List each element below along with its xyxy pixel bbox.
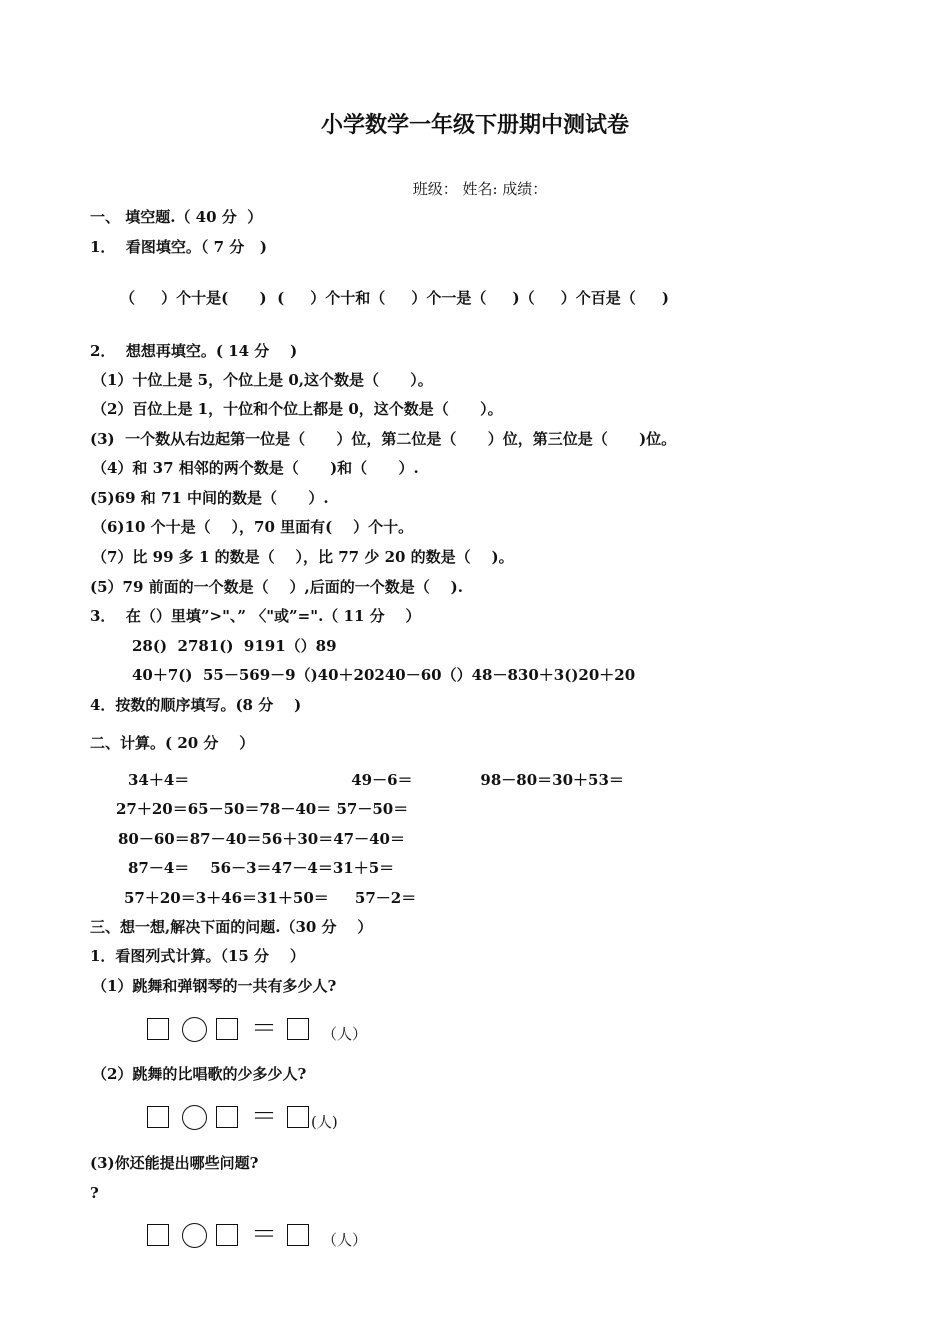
question-3-row-1: 28() 2781() 9191（）89 bbox=[132, 637, 337, 655]
section-3-heading: 三、想一想,解决下面的问题.（30 分 ） bbox=[90, 918, 373, 936]
equals-sign: ＝ bbox=[251, 1102, 278, 1132]
problem-1-part-1: （1）跳舞和弹钢琴的一共有多少人? bbox=[92, 977, 337, 995]
result-box[interactable] bbox=[287, 1018, 309, 1040]
student-info-line: 班级： 姓名: 成绩： bbox=[412, 180, 548, 198]
equation-template-3 bbox=[147, 1220, 367, 1250]
unit-label: (人) bbox=[311, 1113, 338, 1131]
equals-sign: ＝ bbox=[251, 1220, 278, 1250]
result-box[interactable] bbox=[287, 1106, 309, 1128]
question-2-heading: 2． 想想再填空。( 14 分 ) bbox=[90, 342, 298, 360]
section-1-heading: 一、 填空题.（ 40 分 ） bbox=[90, 208, 263, 226]
answer-box[interactable] bbox=[216, 1018, 238, 1040]
question-2-item-1: （1）十位上是 5，个位上是 0,这个数是（ ）。 bbox=[92, 371, 433, 389]
equation-template-1 bbox=[147, 1014, 367, 1044]
operator-circle[interactable] bbox=[182, 1105, 207, 1130]
problem-1-heading: 1．看图列式计算。（15 分 ） bbox=[90, 947, 305, 965]
answer-box[interactable] bbox=[216, 1106, 238, 1128]
question-3-row-2: 40＋7() 55－569－9（)40＋20240－60（）48－830＋3()20＋20 bbox=[132, 666, 636, 684]
unit-label: （人） bbox=[322, 1231, 368, 1249]
operator-circle[interactable] bbox=[182, 1017, 207, 1042]
problem-1-part-3: (3)你还能提出哪些问题? bbox=[90, 1154, 259, 1172]
question-2-item-7: （7）比 99 多 1 的数是（ ），比 77 少 20 的数是（ )。 bbox=[92, 548, 514, 566]
operator-circle[interactable] bbox=[182, 1223, 207, 1248]
calc-row-4: 87－4＝ 56－3＝47－4＝31＋5＝ bbox=[128, 859, 395, 877]
question-3-heading: 3． 在（）里填”>"、” 〈"或”=".（ 11 分 ） bbox=[90, 607, 421, 625]
question-2-item-3: (3) 一个数从右边起第一位是（ ）位，第二位是（ ）位，第三位是（ )位。 bbox=[90, 430, 677, 448]
answer-box[interactable] bbox=[147, 1106, 169, 1128]
question-2-item-5: (5)69 和 71 中间的数是（ ）. bbox=[90, 489, 329, 507]
section-2-heading: 二、计算。( 20 分 ） bbox=[90, 734, 255, 752]
question-2-item-6: （6)10 个十是（ ），70 里面有( ）个十。 bbox=[92, 518, 414, 536]
answer-box[interactable] bbox=[147, 1224, 169, 1246]
question-2-item-4: （4）和 37 相邻的两个数是（ )和（ ）. bbox=[92, 459, 419, 477]
calc-row-3: 80－60＝87－40＝56＋30＝47－40＝ bbox=[118, 830, 405, 848]
answer-box[interactable] bbox=[147, 1018, 169, 1040]
answer-box[interactable] bbox=[216, 1224, 238, 1246]
calc-row-5: 57＋20＝3＋46＝31＋50＝ 57－2＝ bbox=[124, 889, 417, 907]
page-title: 小学数学一年级下册期中测试卷 bbox=[320, 112, 629, 138]
problem-1-part-2: （2）跳舞的比唱歌的少多少人? bbox=[92, 1065, 307, 1083]
result-box[interactable] bbox=[287, 1224, 309, 1246]
question-mark-line: ? bbox=[90, 1184, 99, 1202]
question-1-heading: 1． 看图填空。（ 7 分 ) bbox=[90, 238, 268, 256]
question-2-item-8: (5）79 前面的一个数是（ ）,后面的一个数是（ ). bbox=[90, 578, 463, 596]
equation-template-2 bbox=[147, 1102, 338, 1132]
calc-row-2: 27＋20＝65－50＝78－40＝ 57－50＝ bbox=[116, 800, 409, 818]
question-2-item-2: （2）百位上是 1，十位和个位上都是 0，这个数是（ ）。 bbox=[92, 400, 503, 418]
question-1-blanks: （ ）个十是( ) ( ）个十和（ ）个一是（ )（ ）个百是（ ) bbox=[120, 289, 669, 307]
question-4-heading: 4．按数的顺序填写。(8 分 ) bbox=[90, 696, 302, 714]
equals-sign: ＝ bbox=[251, 1014, 278, 1044]
calc-row-1: 34＋4＝ 49－6＝ 98－80＝30＋53＝ bbox=[128, 771, 624, 789]
unit-label: （人） bbox=[322, 1025, 368, 1043]
